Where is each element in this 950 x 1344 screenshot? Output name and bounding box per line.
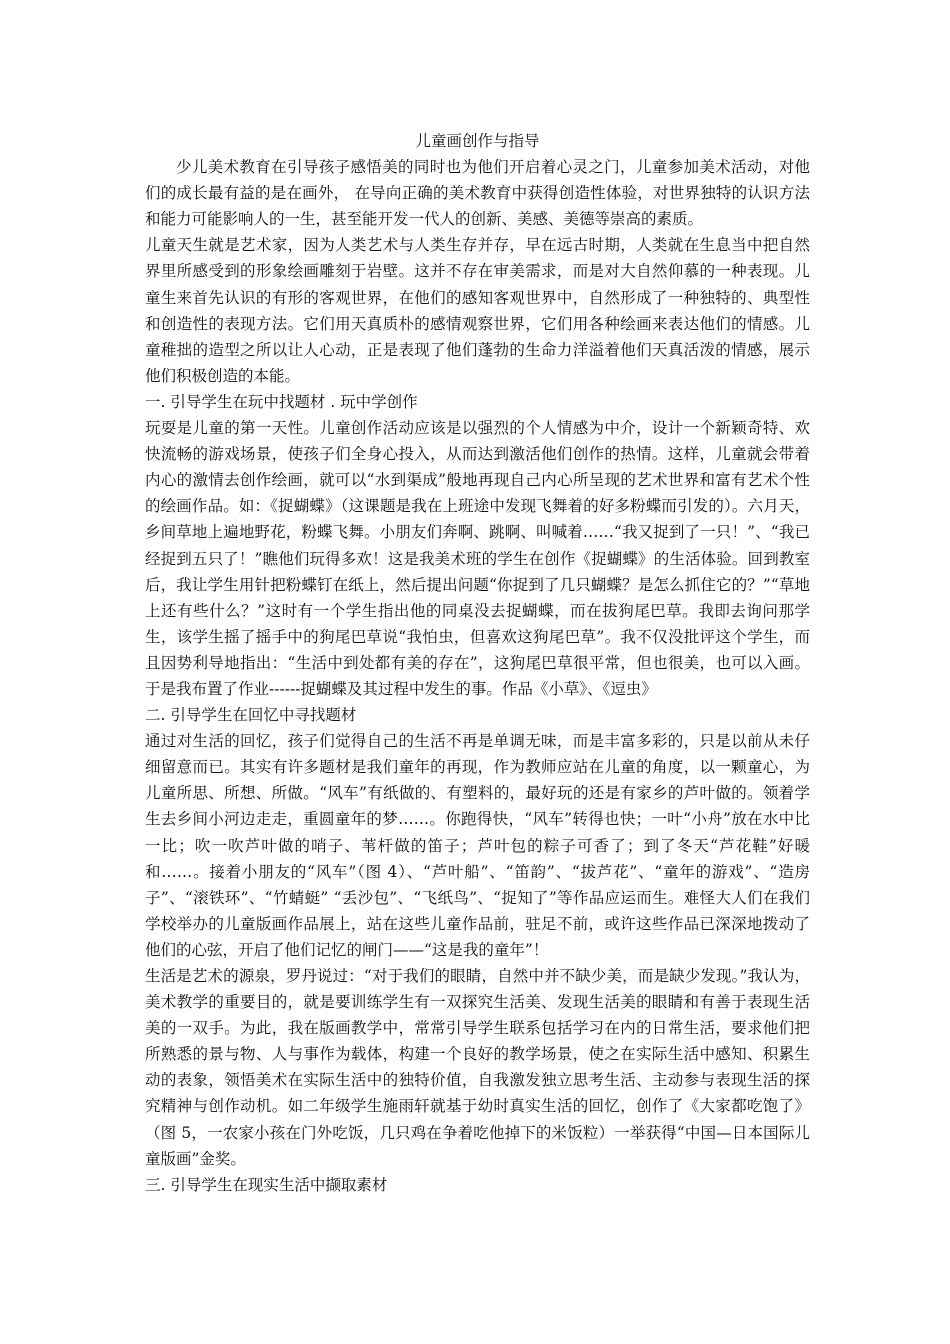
body-paragraph: 通过对生活的回忆，孩子们觉得自己的生活不再是单调无味，而是丰富多彩的，只是以前从未仔细留意而已。其实有许多题材是我们童年的再现，作为教师应站在儿童的角度，以一颗童心，为儿童所思、所想、所做。“风车”有纸做的、有塑料的，最好玩的还是有家乡的芦叶做的。领着学生去乡间小河边走走，重圆童年的梦……。你跑得快，“风车”转得也快；一叶“小舟”放在水中比一比；吹一吹芦叶做的哨子、苇杆做的笛子；芦叶包的粽子可香了；到了冬天“芦花鞋”好暖和……。接着小朋友的“风车”（图 4）、“芦叶船”、“笛韵”、“拔芦花”、“童年的游戏”、“造房子”、“滚铁环”、“竹蜻蜓” “丢沙包”、“飞纸鸟”、“捉知了”等作品应运而生。难怪大人们在我们学校举办的儿童版画作品展上，站在这些儿童作品前，驻足不前，或许这些作品已深深地拨动了他们的心弦，开启了他们记忆的闸门——“这是我的童年”！ (145, 732, 810, 959)
body-paragraph: 玩耍是儿童的第一天性。儿童创作活动应该是以强烈的个人情感为中介，设计一个新颖奇特、欢快流畅的游戏场景，使孩子们全身心投入，从而达到激活他们创作的热情。这样，儿童就会带着内心的激情去创作绘画，就可以“水到渠成”般地再现自己内心所呈现的艺术世界和富有艺术个性的绘画作品。如：《捉蝴蝶》（这课题是我在上班途中发现飞舞着的好多粉蝶而引发的）。六月天，乡间草地上遍地野花，粉蝶飞舞。小朋友们奔啊、跳啊、叫喊着……“我又捉到了一只！”、“我已经捉到五只了！”瞧他们玩得多欢！这是我美术班的学生在创作《捉蝴蝶》的生活体验。回到教室后，我让学生用针把粉蝶钉在纸上，然后提出问题“你捉到了几只蝴蝶？是怎么抓住它的？”“草地上还有些什么？”这时有一个学生指出他的同桌没去捉蝴蝶，而在拔狗尾巴草。我即去询问那学生，该学生摇了摇手中的狗尾巴草说“我怕虫，但喜欢这狗尾巴草”。我不仅没批评这个学生，而且因势利导地指出：“生活中到处都有美的存在”，这狗尾巴草很平常，但也很美，也可以入画。于是我布置了作业------捉蝴蝶及其过程中发生的事。作品《小草》、《逗虫》 (145, 419, 810, 698)
document-page (145, 128, 810, 1198)
section-heading-2: 二. 引导学生在回忆中寻找题材 (145, 706, 357, 725)
body-paragraph: 生活是艺术的源泉，罗丹说过：“对于我们的眼睛，自然中并不缺少美，而是缺少发现。”我认为，美术教学的重要目的，就是要训练学生有一双探究生活美、发现生活美的眼睛和有善于表现生活美的一双手。为此，我在版画教学中，常常引导学生联系包括学习在内的日常生活，要求他们把所熟悉的景与物、人与事作为载体，构建一个良好的教学场景，使之在实际生活中感知、积累生动的表象，领悟美术在实际生活中的独特价值，自我激发独立思考生活、主动参与表现生活的探究精神与创作动机。如二年级学生施雨轩就基于幼时真实生活的回忆，创作了《大家都吃饱了》（图 5，一农家小孩在门外吃饭，几只鸡在争着吃他掉下的米饭粒）一举获得“中国—日本国际儿童版画”金奖。 (145, 967, 810, 1168)
section-heading-1: 一. 引导学生在玩中找题材 . 玩中学创作 (145, 392, 418, 411)
section-heading-3: 三. 引导学生在现实生活中撷取素材 (145, 1175, 388, 1194)
document-title: 儿童画创作与指导 (415, 132, 540, 150)
body-paragraph: 儿童天生就是艺术家，因为人类艺术与人类生存并存，早在远古时期，人类就在生息当中把自然界里所感受到的形象绘画雕刻于岩壁。这并不存在审美需求，而是对大自然仰慕的一种表现。儿童生来首先认识的有形的客观世界，在他们的感知客观世界中，自然形成了一种独特的、典型性和创造性的表现方法。它们用天真质朴的感情观察世界，它们用各种绘画来表达他们的情感。儿童稚拙的造型之所以让人心动，正是表现了他们蓬勃的生命力洋溢着他们天真活泼的情感，展示他们积极创造的本能。 (145, 236, 810, 385)
intro-paragraph: 少儿美术教育在引导孩子感悟美的同时也为他们开启着心灵之门，儿童参加美术活动，对他们的成长最有益的是在画外， 在导向正确的美术教育中获得创造性体验，对世界独特的认识方法和能力可能影响人的一生，甚至能开发一代人的创新、美感、美德等崇高的素质。 (145, 158, 810, 229)
